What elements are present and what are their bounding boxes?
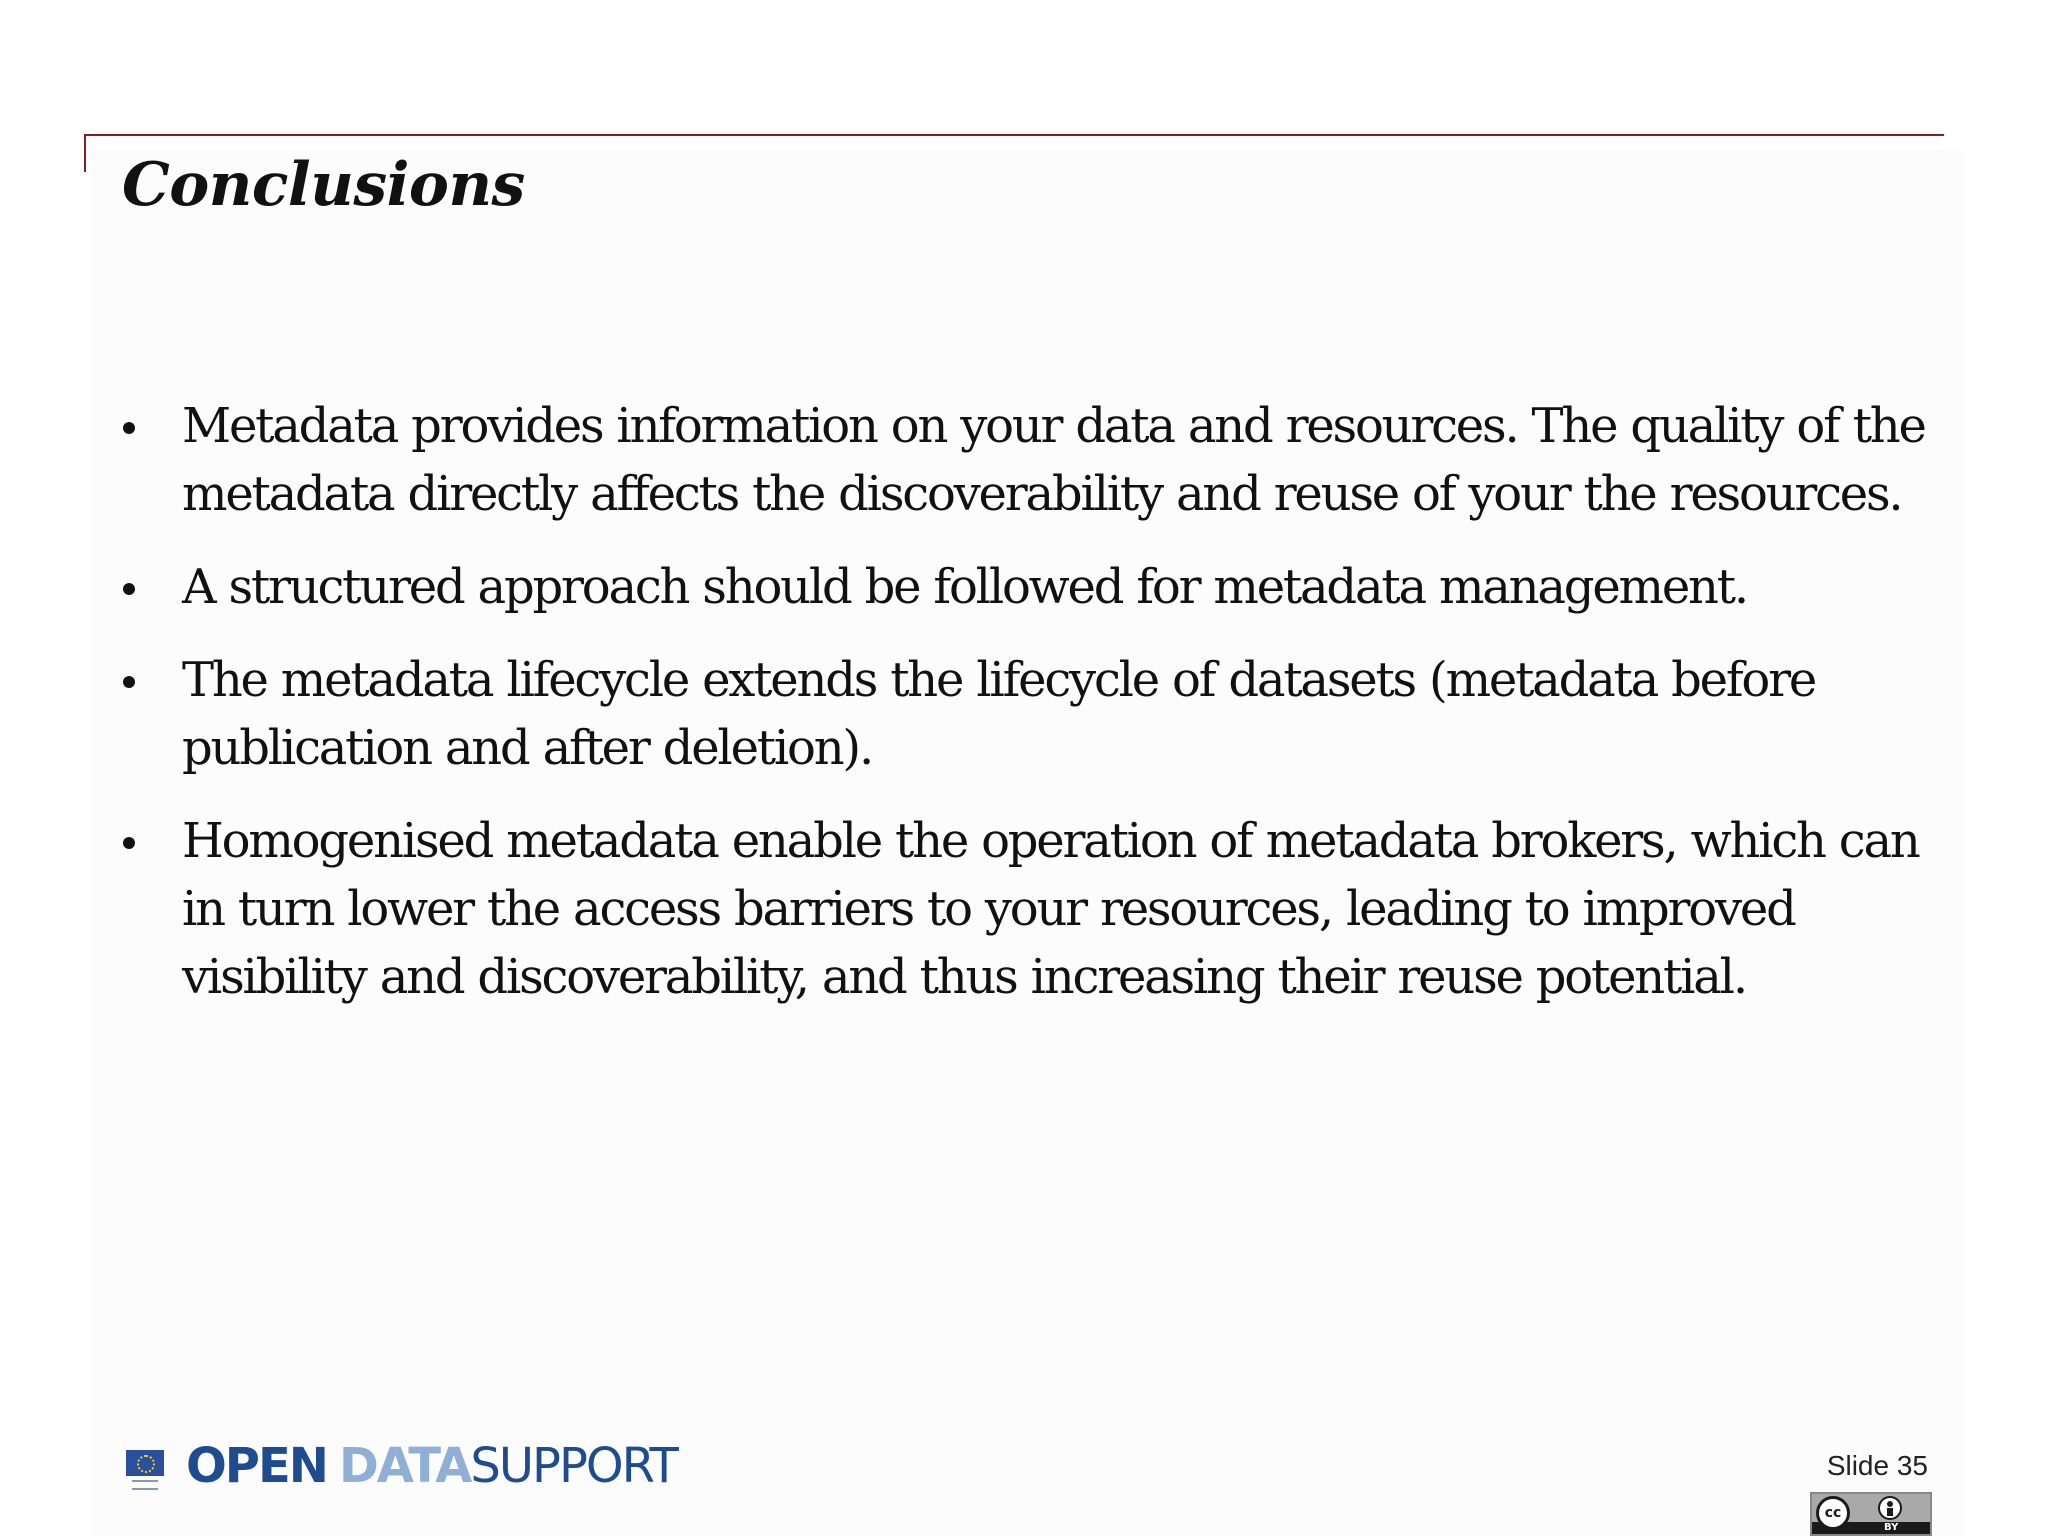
logo-wordmark xyxy=(186,1438,677,1494)
creative-commons-by-icon xyxy=(1810,1492,1932,1536)
bullet-list xyxy=(110,392,1950,1036)
by-person-icon xyxy=(1878,1496,1902,1520)
title-rule xyxy=(84,134,1944,136)
bullet-text: Metadata provides information on your data and resources. The quality of the metadata directly affects the discoverability and reuse of your the resources. xyxy=(182,398,1925,522)
bullet-item xyxy=(110,646,1950,782)
eu-flag-icon xyxy=(120,1444,172,1488)
flag-star-ring xyxy=(137,1455,155,1473)
bullet-text: Homogenised metadata enable the operation of metadata brokers, which can in turn lower the access barriers to your resources, leading to improved visibility and discoverability, and thus increasing their reuse potential. xyxy=(182,813,1919,1005)
logo-data-text: DATA xyxy=(338,1438,471,1494)
bullet-item xyxy=(110,807,1950,1011)
bullet-dot xyxy=(123,583,135,595)
bullet-item xyxy=(110,392,1950,528)
bullet-item xyxy=(110,553,1950,621)
by-label: BY xyxy=(1884,1522,1899,1533)
bullet-dot xyxy=(123,837,135,849)
cc-circle: cc xyxy=(1816,1496,1850,1530)
logo-support-text: SUPPORT xyxy=(470,1438,677,1494)
flag-caption xyxy=(132,1480,158,1490)
title-rule-tick xyxy=(84,134,86,172)
bullet-text: A structured approach should be followed for metadata management. xyxy=(182,559,1747,615)
logo-open-text: OPEN xyxy=(186,1438,327,1494)
slide-number: Slide 35 xyxy=(1826,1450,1928,1481)
open-data-support-logo xyxy=(120,1436,677,1496)
bullet-dot xyxy=(123,422,135,434)
bullet-dot xyxy=(123,676,135,688)
bullet-text: The metadata lifecycle extends the lifecycle of datasets (metadata before publication and after deletion). xyxy=(182,652,1816,776)
slide-title: Conclusions xyxy=(122,150,525,220)
